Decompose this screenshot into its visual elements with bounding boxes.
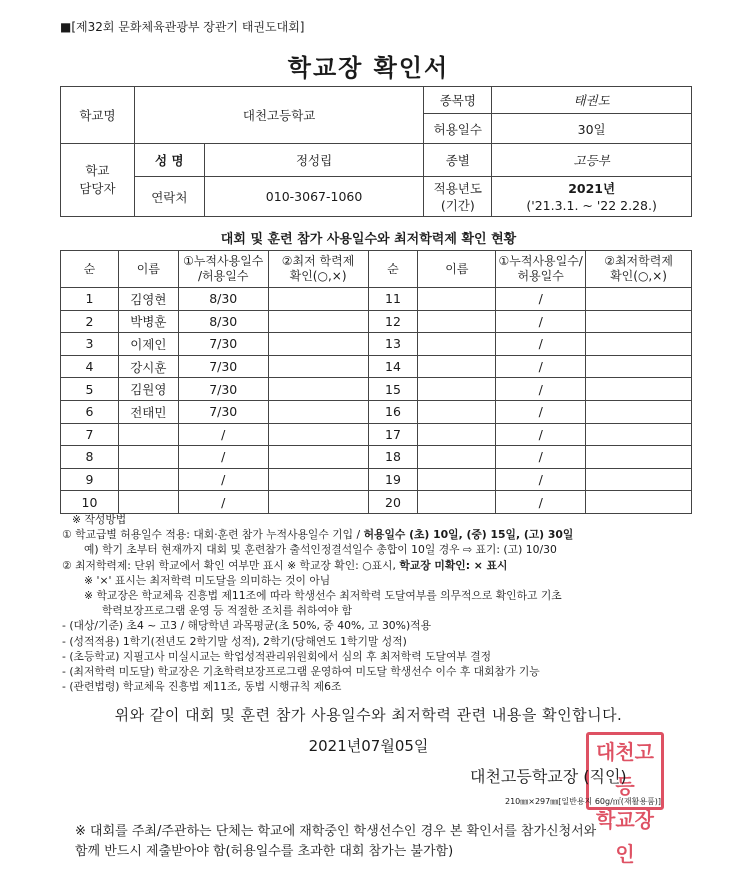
school-value: 대천고등학교 <box>134 87 424 144</box>
row-check <box>268 288 368 311</box>
row-check <box>268 423 368 446</box>
competition-tag: ■[제32회 문화체육관광부 장관기 태권도대회] <box>60 20 305 34</box>
official-seal: 대천고등 학교장인 <box>586 732 664 810</box>
row-no: 20 <box>368 491 418 514</box>
row-no: 11 <box>368 288 418 311</box>
row-days: / <box>496 491 586 514</box>
row-name <box>118 423 178 446</box>
row-name <box>418 468 496 491</box>
row-check <box>268 378 368 401</box>
row-name <box>418 333 496 356</box>
table-row <box>61 355 692 378</box>
row-days: 7/30 <box>178 400 268 423</box>
row-check <box>586 468 692 491</box>
row-days: 7/30 <box>178 378 268 401</box>
row-name <box>118 491 178 514</box>
row-check <box>268 333 368 356</box>
header-no: 순 <box>61 251 119 288</box>
note-line: - (대상/기준) 초4 ~ 고3 / 해당학년 과목평균(초 50%, 중 40%, 고 30%)적용 <box>62 619 432 633</box>
period-value: ('21.3.1. ~ '22 2.28.) <box>526 197 657 213</box>
table-row <box>61 468 692 491</box>
row-name: 박병훈 <box>118 310 178 333</box>
allowed-days-value: 30일 <box>492 114 692 144</box>
row-name <box>418 491 496 514</box>
row-days: / <box>178 468 268 491</box>
row-days: / <box>178 491 268 514</box>
contact-value: 010-3067-1060 <box>204 177 424 217</box>
row-check <box>268 400 368 423</box>
table-row <box>61 446 692 469</box>
note-line: - (초등학교) 지필고사 미실시교는 학업성적관리위원회에서 심의 후 최저학력 도달여부 결정 <box>62 649 492 663</box>
row-no: 16 <box>368 400 418 423</box>
note-line: 학력보장프로그램 운영 등 적절한 조치를 취하여야 함 <box>102 604 353 618</box>
note-line: ② 최저학력제: 단위 학교에서 확인 여부만 표시 ※ 학교장 확인: ○표시, 학교장 미확인: × 표시 <box>62 558 508 572</box>
row-check <box>268 355 368 378</box>
category-label: 종별 <box>424 144 492 177</box>
document-title: 학교장 확인서 <box>287 54 450 82</box>
contact-label: 연락처 <box>134 177 204 217</box>
row-name <box>418 310 496 333</box>
principal-signature: 대천고등학교장 (직인) <box>470 767 627 786</box>
row-name: 김영현 <box>118 288 178 311</box>
note-line: 예) 학기 초부터 현재까지 대회 및 훈련참가 출석인정결석일수 총합이 10일 경우 ⇨ 표기: (고) 10/30 <box>84 543 557 557</box>
table-row <box>61 423 692 446</box>
row-no: 13 <box>368 333 418 356</box>
row-check <box>586 310 692 333</box>
row-no: 10 <box>61 491 119 514</box>
row-days: / <box>178 423 268 446</box>
row-check <box>586 333 692 356</box>
header-no-2: 순 <box>368 251 418 288</box>
row-name <box>418 378 496 401</box>
instructions <box>62 512 692 694</box>
row-days: 8/30 <box>178 288 268 311</box>
row-name <box>118 468 178 491</box>
row-days: / <box>496 423 586 446</box>
row-days: / <box>496 468 586 491</box>
table-row <box>61 288 692 311</box>
row-name <box>418 400 496 423</box>
row-days: 8/30 <box>178 310 268 333</box>
row-no: 15 <box>368 378 418 401</box>
row-name: 김원영 <box>118 378 178 401</box>
header-name-2: 이름 <box>418 251 496 288</box>
row-no: 3 <box>61 333 119 356</box>
row-name <box>418 355 496 378</box>
school-label: 학교명 <box>61 87 135 144</box>
allowed-days-label: 허용일수 <box>424 114 492 144</box>
event-label: 종목명 <box>424 87 492 114</box>
row-no: 8 <box>61 446 119 469</box>
header-name: 이름 <box>118 251 178 288</box>
row-name <box>418 288 496 311</box>
row-check <box>268 491 368 514</box>
row-check <box>268 310 368 333</box>
footnote: ※ 대회를 주최/주관하는 단체는 학교에 재학중인 학생선수인 경우 본 확인서를 참가신청서와 함께 반드시 제출받아야 함(허용일수를 초과한 대회 참가는 불가함) <box>75 824 597 859</box>
year-value: 2021년 <box>568 180 616 196</box>
header-check-2: ②최저학력제 확인(○,×) <box>586 251 692 288</box>
row-check <box>268 446 368 469</box>
section-title: 대회 및 훈련 참가 사용일수와 최저학력제 확인 현황 <box>220 232 517 247</box>
row-no: 6 <box>61 400 119 423</box>
note-line: - (성적적용) 1학기(전년도 2학기말 성적), 2학기(당해연도 1학기말 성적) <box>62 634 407 648</box>
info-table <box>60 86 692 217</box>
row-name: 이제인 <box>118 333 178 356</box>
row-days: / <box>496 400 586 423</box>
row-no: 14 <box>368 355 418 378</box>
row-no: 5 <box>61 378 119 401</box>
event-value: 태권도 <box>492 87 692 114</box>
header-check: ②최저 학력제 확인(○,×) <box>268 251 368 288</box>
table-row <box>61 333 692 356</box>
row-no: 18 <box>368 446 418 469</box>
instructions-heading: ※ 작성방법 <box>72 513 127 526</box>
row-no: 1 <box>61 288 119 311</box>
row-name <box>418 423 496 446</box>
row-check <box>586 446 692 469</box>
row-name: 전태민 <box>118 400 178 423</box>
row-check <box>268 468 368 491</box>
row-no: 4 <box>61 355 119 378</box>
table-row <box>61 491 692 514</box>
category-value: 고등부 <box>492 144 692 177</box>
row-no: 17 <box>368 423 418 446</box>
row-check <box>586 400 692 423</box>
note-line: ※ '×' 표시는 최저학력 미도달을 의미하는 것이 아님 <box>84 573 331 587</box>
row-check <box>586 288 692 311</box>
row-no: 7 <box>61 423 119 446</box>
year-cell <box>492 177 692 217</box>
name-label: 성 명 <box>134 144 204 177</box>
row-days: / <box>496 378 586 401</box>
row-days: 7/30 <box>178 333 268 356</box>
row-days: / <box>496 333 586 356</box>
row-no: 19 <box>368 468 418 491</box>
row-no: 9 <box>61 468 119 491</box>
header-days: ①누적사용일수 /허용일수 <box>178 251 268 288</box>
row-days: / <box>496 355 586 378</box>
row-check <box>586 378 692 401</box>
roster-table <box>60 250 692 514</box>
note-line: ① 학교급별 허용일수 적용: 대회·훈련 참가 누적사용일수 기입 / 허용일수 (초) 10일, (중) 15일, (고) 30일 <box>62 528 574 542</box>
row-days: 7/30 <box>178 355 268 378</box>
note-line: ※ 학교장은 학교체육 진흥법 제11조에 따라 학생선수 최저학력 도달여부를 의무적으로 확인하고 기초 <box>84 589 562 603</box>
paper-spec: 210㎜×297㎜[일반용지 60g/㎡(재활용품)] <box>505 797 662 806</box>
table-row <box>61 310 692 333</box>
note-line: - (관련법령) 학교체육 진흥법 제11조, 동법 시행규칙 제6조 <box>62 680 342 694</box>
header-days-2: ①누적사용일수/ 허용일수 <box>496 251 586 288</box>
confirm-statement: 위와 같이 대회 및 훈련 참가 사용일수와 최저학력 관련 내용을 확인합니다. <box>114 706 623 724</box>
table-row <box>61 400 692 423</box>
note-line: - (최저학력 미도달) 학교장은 기초학력보장프로그램 운영하여 미도달 학생선수 이수 후 대회참가 기능 <box>62 665 540 679</box>
row-days: / <box>496 288 586 311</box>
row-no: 2 <box>61 310 119 333</box>
name-value: 정성립 <box>204 144 424 177</box>
row-name <box>118 446 178 469</box>
manager-label: 학교 담당자 <box>61 144 135 217</box>
issue-date: 2021년07월05일 <box>308 737 429 755</box>
row-check <box>586 491 692 514</box>
row-no: 12 <box>368 310 418 333</box>
year-label: 적용년도 (기간) <box>424 177 492 217</box>
row-check <box>586 423 692 446</box>
row-name <box>418 446 496 469</box>
row-days: / <box>496 310 586 333</box>
row-check <box>586 355 692 378</box>
row-days: / <box>178 446 268 469</box>
row-name: 강시훈 <box>118 355 178 378</box>
row-days: / <box>496 446 586 469</box>
table-row <box>61 378 692 401</box>
